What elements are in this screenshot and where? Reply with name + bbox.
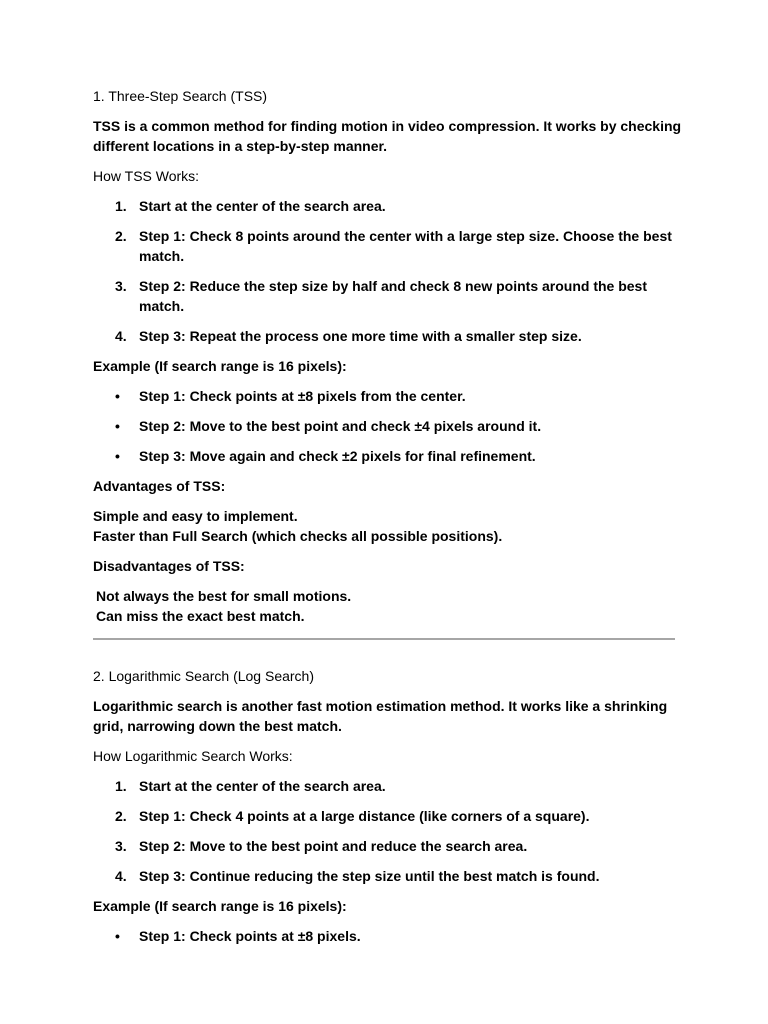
list-item-text: Step 2: Move to the best point and check ±4 pixels around it. <box>139 418 542 434</box>
list-number: 4. <box>115 328 127 344</box>
log-steps-list <box>93 776 683 886</box>
list-number: 2. <box>115 808 127 824</box>
list-number: 1. <box>115 198 127 214</box>
tss-disadvantages-heading: Disadvantages of TSS: <box>93 558 245 574</box>
disadvantage-line: Not always the best for small motions. <box>96 588 352 604</box>
tss-disadvantages-paragraph <box>93 586 683 626</box>
list-number: 1. <box>115 778 127 794</box>
tss-intro-paragraph: TSS is a common method for finding motion in video compression. It works by checking different locations in a step-by-step manner. <box>93 118 682 154</box>
list-item <box>93 416 683 436</box>
log-example-list <box>93 926 683 946</box>
list-item-text: Step 1: Check 8 points around the center with a large step size. Choose the best match. <box>139 228 672 264</box>
tss-example-list <box>93 386 683 466</box>
list-item <box>93 866 683 886</box>
list-item-text: Step 3: Move again and check ±2 pixels for final refinement. <box>139 448 536 464</box>
list-number: 3. <box>115 838 127 854</box>
section-divider <box>93 638 675 640</box>
list-number: 3. <box>115 278 127 294</box>
list-item <box>93 276 683 316</box>
list-item <box>93 806 683 826</box>
list-item <box>93 196 683 216</box>
list-item <box>93 446 683 466</box>
document-page <box>93 86 683 956</box>
tss-example-heading: Example (If search range is 16 pixels): <box>93 358 347 374</box>
advantage-line: Faster than Full Search (which checks all possible positions). <box>93 528 503 544</box>
list-item-text: Step 3: Repeat the process one more time with a smaller step size. <box>139 328 582 344</box>
list-item-text: Step 3: Continue reducing the step size until the best match is found. <box>139 868 600 884</box>
section-heading-log-search: 2. Logarithmic Search (Log Search) <box>93 668 314 684</box>
tss-steps-list <box>93 196 683 346</box>
list-item-text: Start at the center of the search area. <box>139 778 386 794</box>
bullet-icon: • <box>115 388 120 404</box>
list-item-text: Step 1: Check 4 points at a large distance (like corners of a square). <box>139 808 590 824</box>
bullet-icon: • <box>115 418 120 434</box>
section-heading-tss: 1. Three-Step Search (TSS) <box>93 88 268 104</box>
list-item <box>93 326 683 346</box>
list-item <box>93 926 683 946</box>
tss-advantages-heading: Advantages of TSS: <box>93 478 226 494</box>
list-item <box>93 776 683 796</box>
list-item-text: Step 1: Check points at ±8 pixels. <box>139 928 361 944</box>
list-number: 2. <box>115 228 127 244</box>
tss-advantages-paragraph <box>93 506 683 546</box>
tss-how-heading: How TSS Works: <box>93 168 200 184</box>
list-number: 4. <box>115 868 127 884</box>
list-item <box>93 386 683 406</box>
disadvantage-line: Can miss the exact best match. <box>96 608 305 624</box>
list-item-text: Step 1: Check points at ±8 pixels from the center. <box>139 388 466 404</box>
bullet-icon: • <box>115 928 120 944</box>
list-item-text: Step 2: Move to the best point and reduce the search area. <box>139 838 528 854</box>
log-how-heading: How Logarithmic Search Works: <box>93 748 293 764</box>
list-item-text: Step 2: Reduce the step size by half and check 8 new points around the best match. <box>139 278 647 314</box>
list-item-text: Start at the center of the search area. <box>139 198 386 214</box>
list-item <box>93 836 683 856</box>
advantage-line: Simple and easy to implement. <box>93 508 298 524</box>
log-intro-paragraph: Logarithmic search is another fast motion estimation method. It works like a shrinking grid, narrowing down the best match. <box>93 698 668 734</box>
log-example-heading: Example (If search range is 16 pixels): <box>93 898 347 914</box>
bullet-icon: • <box>115 448 120 464</box>
list-item <box>93 226 683 266</box>
